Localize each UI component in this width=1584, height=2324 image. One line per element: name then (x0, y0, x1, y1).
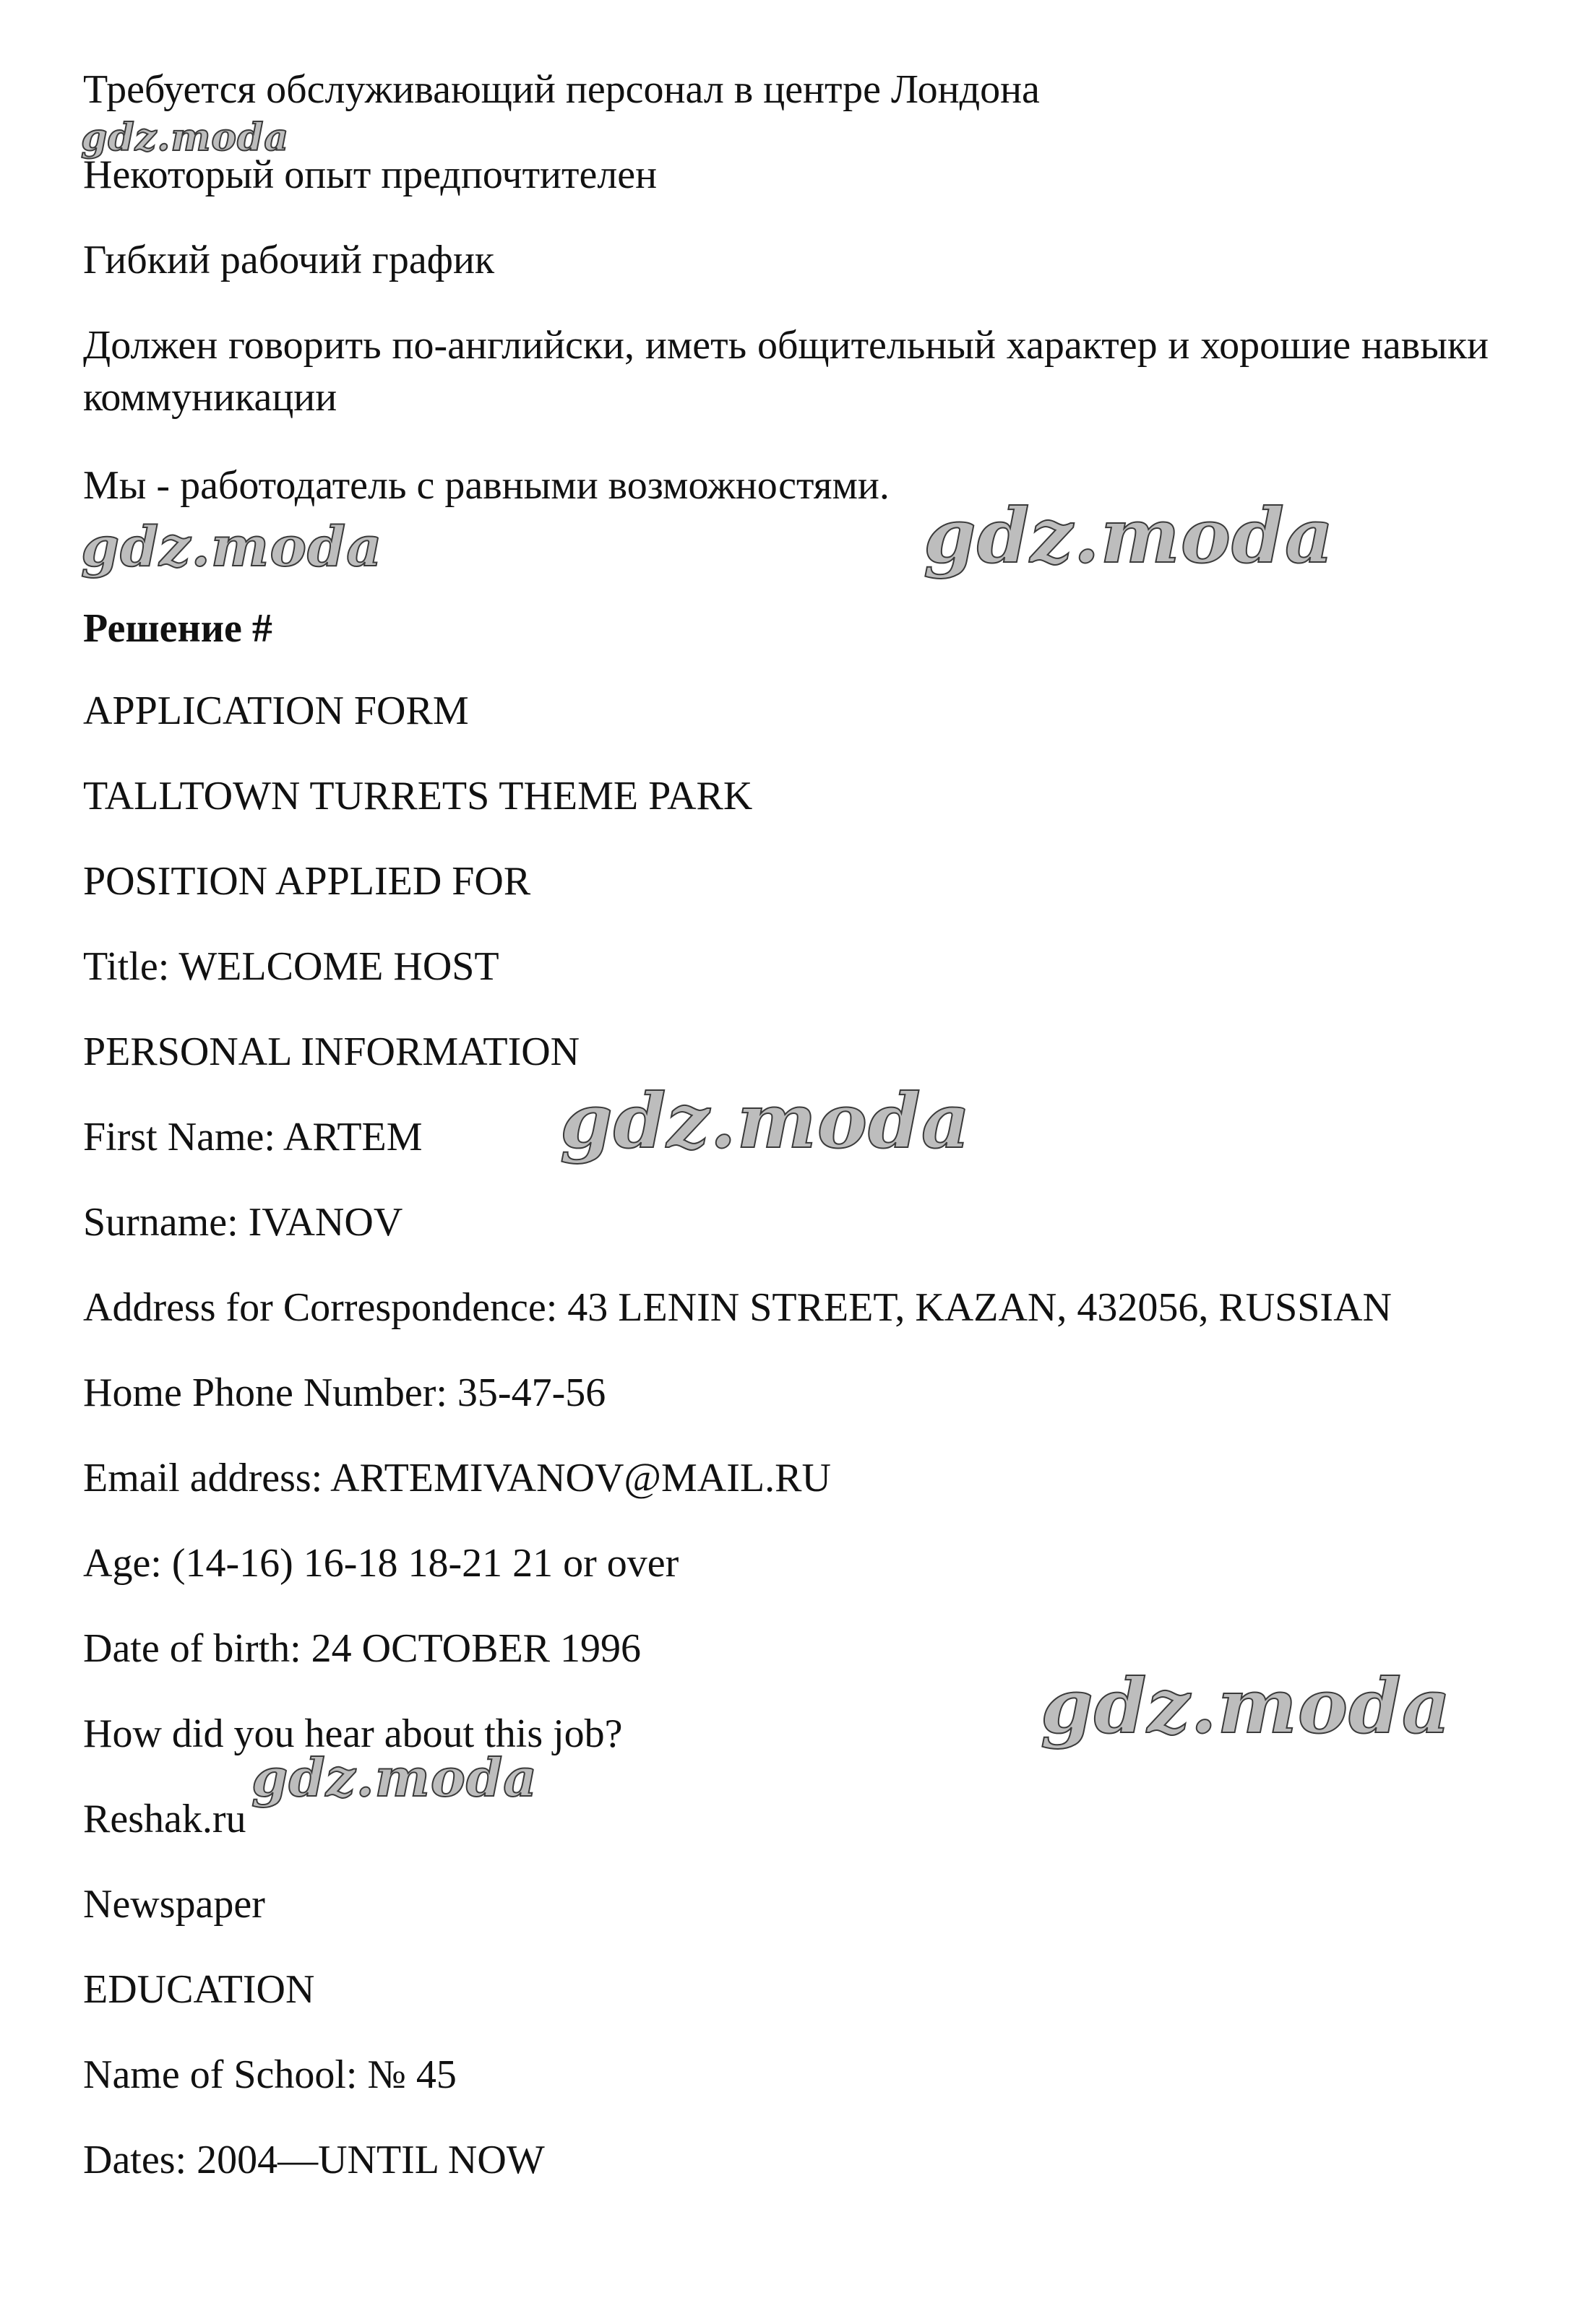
school-field: Name of School: № 45 (83, 2052, 457, 2097)
first-name-field: First Name: ARTEM (83, 1115, 423, 1159)
personal-section-heading: PERSONAL INFORMATION (83, 1029, 580, 1074)
intro-line-3: Гибкий рабочий график (83, 238, 495, 282)
watermark-2: gdz.moda (81, 514, 383, 579)
age-field: Age: (14-16) 16-18 18-21 21 or over (83, 1541, 679, 1586)
hear-question: How did you hear about this job? (83, 1711, 623, 1756)
watermark-5: gdz.moda (1041, 1662, 1452, 1750)
home-phone-field: Home Phone Number: 35-47-56 (83, 1370, 606, 1415)
intro-line-2: Некоторый опыт предпочтителен (83, 152, 658, 197)
surname-field: Surname: IVANOV (83, 1200, 403, 1245)
watermark-4: gdz.moda (560, 1076, 971, 1165)
hear-answer-reshak: Reshak.ru (83, 1797, 246, 1841)
hear-answer-newspaper: Newspaper (83, 1882, 265, 1927)
watermark-1: gdz.moda (81, 116, 290, 160)
address-field: Address for Correspondence: 43 LENIN STREET, KAZAN, 432056, RUSSIAN (83, 1285, 1392, 1330)
watermark-3: gdz.moda (924, 491, 1335, 580)
intro-line-4: Должен говорить по-английски, иметь общительный характер и хорошие навыки коммуникации (83, 323, 1489, 420)
dob-field: Date of birth: 24 OCTOBER 1996 (83, 1626, 642, 1671)
park-name: TALLTOWN TURRETS THEME PARK (83, 774, 753, 818)
intro-line-5: Мы - работодатель с равными возможностями. (83, 463, 890, 508)
watermark-6: gdz.moda (251, 1747, 538, 1808)
education-section-heading: EDUCATION (83, 1967, 315, 2012)
email-field: Email address: ARTEMIVANOV@MAIL.RU (83, 1456, 831, 1500)
form-title: APPLICATION FORM (83, 688, 469, 733)
dates-field: Dates: 2004—UNTIL NOW (83, 2138, 545, 2182)
intro-line-1: Требуется обслуживающий персонал в центре Лондона (83, 67, 1040, 112)
position-section-heading: POSITION APPLIED FOR (83, 859, 531, 904)
title-field: Title: WELCOME HOST (83, 944, 499, 989)
solution-heading: Решение # (83, 606, 272, 651)
